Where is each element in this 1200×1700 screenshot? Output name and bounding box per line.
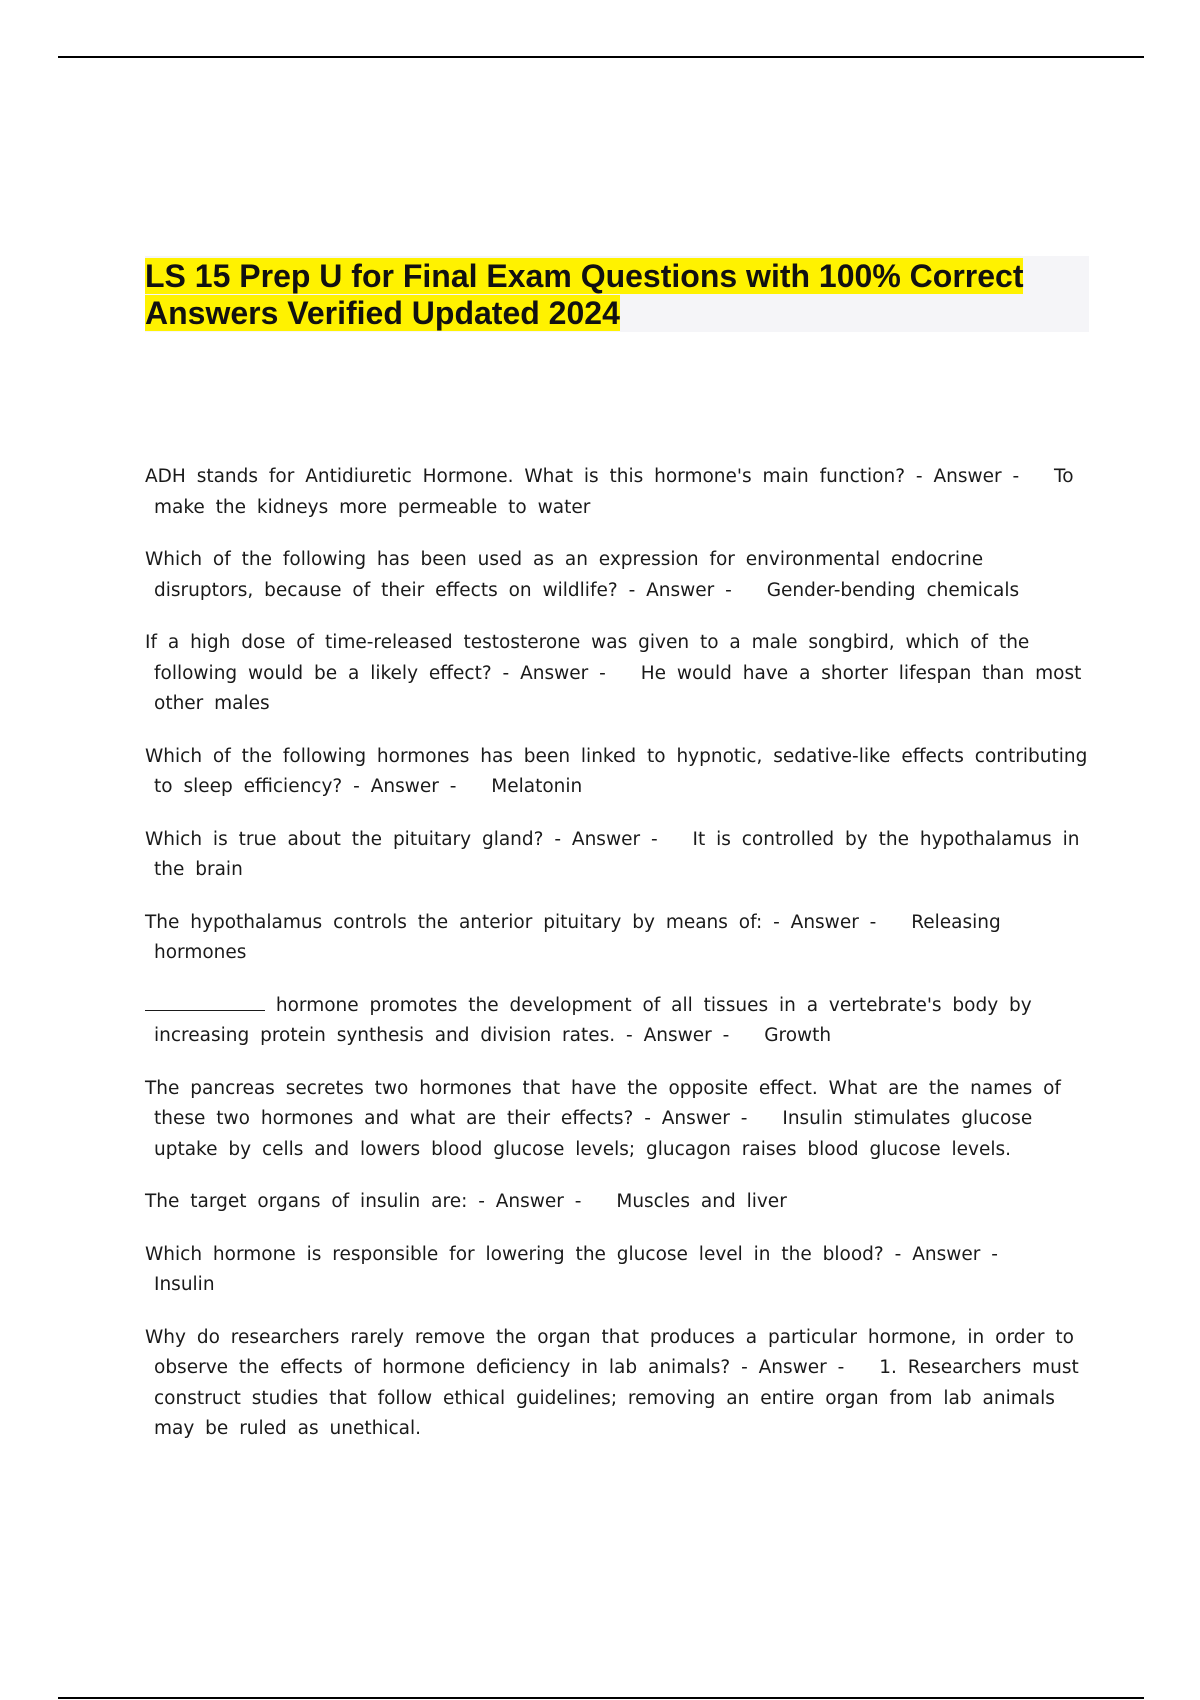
- qa-item: [145, 1240, 1090, 1301]
- qa-item: [145, 545, 1090, 606]
- answer-text: It is controlled by the hypothalamus in the brain: [154, 828, 1080, 880]
- answer-text: Gender-bending chemicals: [766, 579, 1020, 601]
- answer-text: To make the kidneys more permeable to water: [154, 466, 1074, 518]
- qa-item: [145, 628, 1090, 720]
- answer-text: Muscles and liver: [616, 1191, 787, 1212]
- answer-separator: - Answer -: [894, 1243, 998, 1265]
- answer-separator: - Answer -: [628, 579, 732, 601]
- answer-separator: - Answer -: [915, 466, 1020, 487]
- qa-item: [145, 462, 1090, 523]
- question-text: Which of the following hormones has been linked to hypnotic, sedative-like effects contributing to sleep efficiency?: [145, 745, 1088, 797]
- qa-list: [145, 462, 1090, 1467]
- qa-item: [145, 1187, 1090, 1218]
- answer-text: Growth: [764, 1025, 832, 1046]
- answer-separator: - Answer -: [773, 911, 877, 933]
- question-text: The pancreas secretes two hormones that have the opposite effect. What are the names of these two hormones and what are their effects?: [145, 1077, 1061, 1129]
- qa-item: [145, 991, 1090, 1052]
- answer-text: 1. Researchers must construct studies that follow ethical guidelines; removing an entire organ from lab animals may be ruled as unethical.: [154, 1357, 1079, 1439]
- question-text: If a high dose of time-released testosterone was given to a male songbird, which of the following would be a likely effect?: [145, 632, 1030, 684]
- qa-item: [145, 1323, 1090, 1445]
- answer-separator: - Answer -: [502, 662, 606, 684]
- qa-item: [145, 908, 1090, 969]
- title-line-1: LS 15 Prep U for Final Exam Questions with 100% Correct: [145, 258, 1024, 294]
- question-text: Which hormone is responsible for lowering the glucose level in the blood?: [145, 1243, 884, 1265]
- answer-text: Melatonin: [491, 776, 583, 797]
- question-text: Which of the following has been used as an expression for environmental endocrine disruptors, because of their effects on wildlife?: [145, 549, 984, 601]
- fill-in-blank: [145, 992, 265, 1011]
- question-text: Why do researchers rarely remove the organ that produces a particular hormone, in order to observe the effects of hormone deficiency in lab animals?: [145, 1326, 1074, 1378]
- title-line-2: Answers Verified Updated 2024: [145, 295, 620, 331]
- answer-separator: - Answer -: [353, 776, 457, 797]
- answer-text: He would have a shorter lifespan than most other males: [154, 662, 1082, 714]
- footer-rule: [58, 1697, 1144, 1699]
- answer-separator: - Answer -: [626, 1025, 730, 1046]
- qa-item: [145, 1074, 1090, 1166]
- qa-item: [145, 742, 1090, 803]
- question-text: ADH stands for Antidiuretic Hormone. What is this hormone's main function?: [145, 466, 906, 487]
- question-text: Which is true about the pituitary gland?: [145, 828, 544, 850]
- question-text: The hypothalamus controls the anterior pituitary by means of:: [145, 911, 763, 933]
- qa-item: [145, 825, 1090, 886]
- answer-text: Releasing hormones: [154, 911, 1001, 963]
- answer-text: Insulin stimulates glucose uptake by cells and lowers blood glucose levels; glucagon raises blood glucose levels.: [154, 1108, 1033, 1160]
- title-block: [145, 256, 1089, 332]
- answer-separator: - Answer -: [554, 828, 658, 850]
- question-text: hormone promotes the development of all tissues in a vertebrate's body by increasing protein synthesis and division rates.: [154, 994, 1032, 1046]
- answer-separator: - Answer -: [478, 1191, 582, 1212]
- answer-text: Insulin: [154, 1274, 215, 1295]
- document-title: [145, 256, 1089, 332]
- answer-separator: - Answer -: [741, 1357, 845, 1378]
- question-text: The target organs of insulin are:: [145, 1191, 468, 1212]
- header-rule: [58, 56, 1144, 58]
- answer-separator: - Answer -: [644, 1108, 748, 1129]
